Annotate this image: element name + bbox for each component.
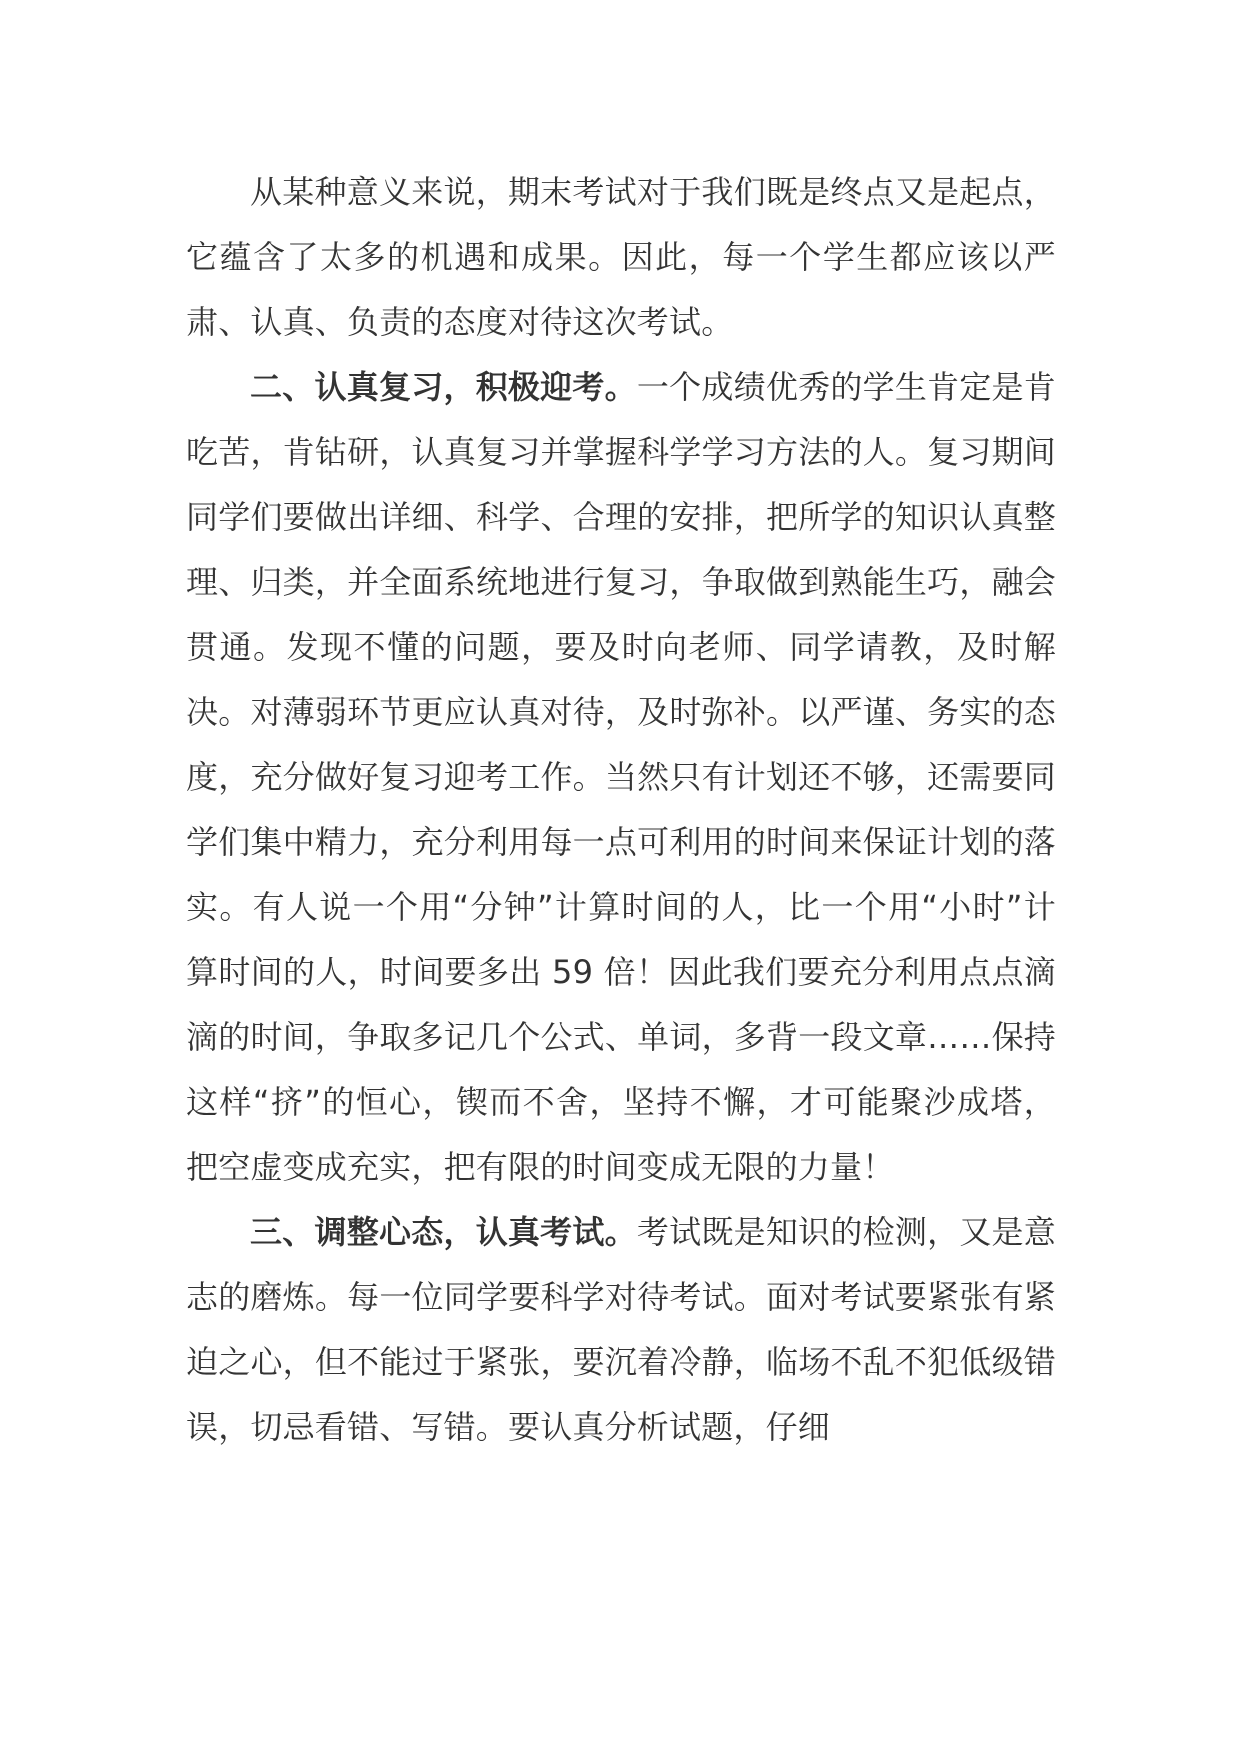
paragraph-text: 考试既是知识的检测，又是意志的磨炼。每一位同学要科学对待考试。面对考试要紧张有紧迫之心，但不能过于紧张，要沉着冷静，临场不乱不犯低级错误，切忌看错、写错。要认真分析试题，仔细 (186, 1213, 1056, 1446)
paragraph-review (186, 355, 1056, 1200)
paragraph-intro (186, 160, 1056, 355)
section-heading-mindset: 三、调整心态，认真考试。 (250, 1213, 637, 1251)
document-body (186, 160, 1056, 1460)
section-heading-review: 二、认真复习，积极迎考。 (250, 368, 637, 406)
paragraph-mindset (186, 1200, 1056, 1460)
paragraph-text: 从某种意义来说，期末考试对于我们既是终点又是起点，它蕴含了太多的机遇和成果。因此，每一个学生都应该以严肃、认真、负责的态度对待这次考试。 (186, 173, 1056, 341)
paragraph-text: 一个成绩优秀的学生肯定是肯吃苦，肯钻研，认真复习并掌握科学学习方法的人。复习期间同学们要做出详细、科学、合理的安排，把所学的知识认真整理、归类，并全面系统地进行复习，争取做到熟能生巧，融会贯通。发现不懂的问题，要及时向老师、同学请教，及时解决。对薄弱环节更应认真对待，及时弥补。以严谨、务实的态度，充分做好复习迎考工作。当然只有计划还不够，还需要同学们集中精力，充分利用每一点可利用的时间来保证计划的落实。有人说一个用“分钟”计算时间的人，比一个用“小时”计算时间的人，时间要多出 59 倍！因此我们要充分利用点点滴滴的时间，争取多记几个公式、单词，多背一段文章……保持这样“挤”的恒心，锲而不舍，坚持不懈，才可能聚沙成塔，把空虚变成充实，把有限的时间变成无限的力量！ (186, 368, 1056, 1186)
